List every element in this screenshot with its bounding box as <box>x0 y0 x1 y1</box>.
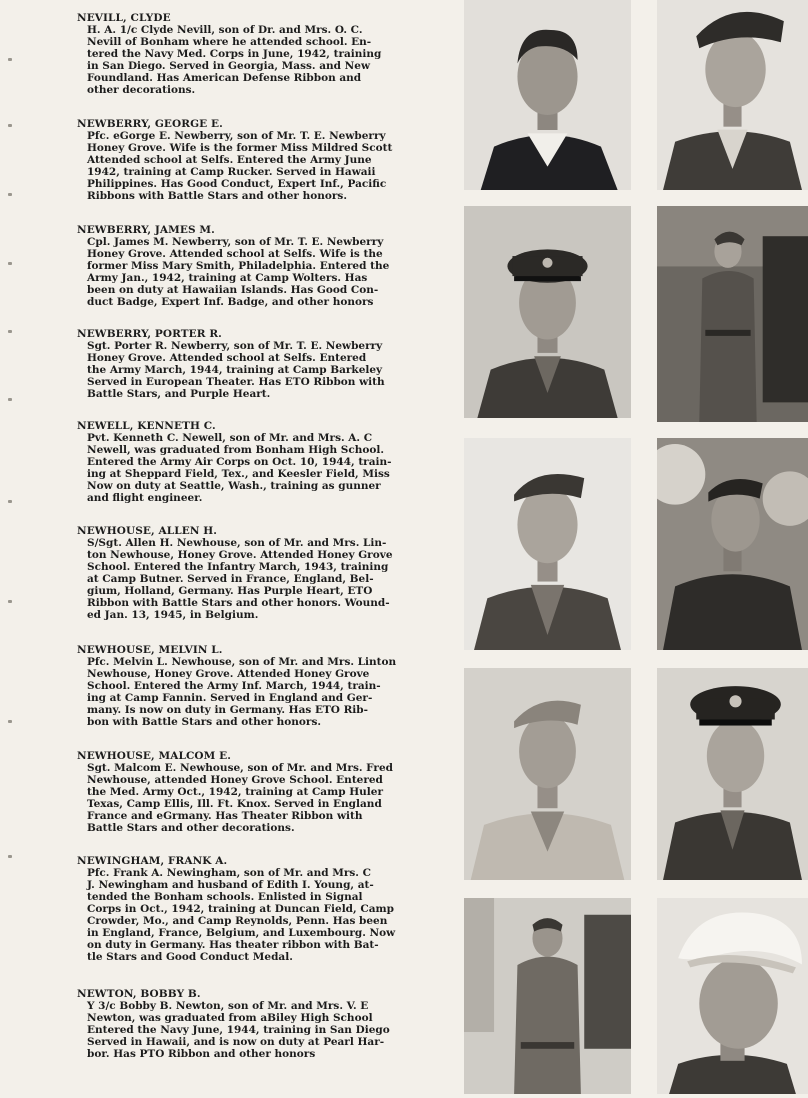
bio-line: many. Is now on duty in Germany. Has ETO Rib- <box>87 704 368 716</box>
soldier-name: NEVILL, CLYDE <box>77 12 171 24</box>
bio-line: the Army March, 1944, training at Camp Barkeley <box>87 364 383 376</box>
soldier-name: NEWBERRY, JAMES M. <box>77 224 215 236</box>
soldier-name: NEWBERRY, GEORGE E. <box>77 118 223 130</box>
soldier-bio <box>77 1000 429 1060</box>
binding-hole <box>8 500 12 503</box>
soldier-bio <box>77 24 429 96</box>
portrait-photo-service-cap <box>657 668 808 880</box>
portrait-photo-service-cap <box>464 206 631 418</box>
bio-line: School. Entered the Army Inf. March, 1944, train- <box>87 680 381 692</box>
bio-line: Nevill of Bonham where he attended school. En- <box>87 36 372 48</box>
bio-line: former Miss Mary Smith, Philadelphia. Entered the <box>87 260 390 272</box>
portrait-photo-garrison-cap <box>657 438 808 650</box>
bio-line: Honey Grove. Wife is the former Miss Mildred Scott <box>87 142 393 154</box>
bio-line: Crowder, Mo., and Camp Reynolds, Penn. Has been <box>87 915 388 927</box>
service-record <box>77 328 429 400</box>
bio-line: Corps in Oct., 1942, training at Duncan Field, Camp <box>87 903 394 915</box>
bio-line: at Camp Butner. Served in France, England, Bel- <box>87 573 374 585</box>
bio-line: Pfc. Melvin L. Newhouse, son of Mr. and Mrs. Linton <box>87 656 397 668</box>
service-record <box>77 224 429 308</box>
bio-line: France and eGrmany. Has Theater Ribbon with <box>87 810 363 822</box>
bio-line: Served in Hawaii, and is now on duty at Pearl Har- <box>87 1036 385 1048</box>
bio-line: Newhouse, attended Honey Grove School. Entered <box>87 774 383 786</box>
bio-line: duct Badge, Expert Inf. Badge, and other honors <box>87 296 374 308</box>
bio-line: Newton, was graduated from aBiley High School <box>87 1012 373 1024</box>
bio-line: Cpl. James M. Newberry, son of Mr. T. E. Newberry <box>87 236 384 248</box>
bio-line: bon with Battle Stars and other honors. <box>87 716 322 728</box>
bio-line: Pvt. Kenneth C. Newell, son of Mr. and Mrs. A. C <box>87 432 373 444</box>
portrait-photo-garrison-cap <box>657 0 808 190</box>
bio-line: S/Sgt. Allen H. Newhouse, son of Mr. and Mrs. Lin- <box>87 537 387 549</box>
bio-line: 1942, training at Camp Rucker. Served in Hawaii <box>87 166 376 178</box>
bio-line: Foundland. Has American Defense Ribbon and <box>87 72 362 84</box>
soldier-name: NEWHOUSE, ALLEN H. <box>77 525 218 537</box>
service-record <box>77 118 429 202</box>
bio-line: Sgt. Malcom E. Newhouse, son of Mr. and Mrs. Fred <box>87 762 393 774</box>
service-record <box>77 855 429 963</box>
bio-line: the Med. Army Oct., 1942, training at Camp Huler <box>87 786 383 798</box>
service-record <box>77 12 429 96</box>
bio-line: tle Stars and Good Conduct Medal. <box>87 951 293 963</box>
soldier-bio <box>77 340 429 400</box>
portrait-photo-standing <box>464 898 631 1094</box>
bio-line: Honey Grove. Attended school at Selfs. Wife is the <box>87 248 383 260</box>
soldier-bio <box>77 432 429 504</box>
bio-line: in England, France, Belgium, and Luxembourg. Now <box>87 927 396 939</box>
binding-hole <box>8 330 12 333</box>
service-record <box>77 525 429 621</box>
portrait-photo-sailor <box>657 898 808 1094</box>
service-record <box>77 988 429 1060</box>
binding-hole <box>8 720 12 723</box>
bio-line: tended the Bonham schools. Enlisted in Signal <box>87 891 363 903</box>
bio-line: ton Newhouse, Honey Grove. Attended Honey Grove <box>87 549 393 561</box>
portrait-photo-garrison-cap <box>464 668 631 880</box>
bio-line: Served in European Theater. Has ETO Ribbon with <box>87 376 385 388</box>
bio-line: Ribbon with Battle Stars and other honors. Wound- <box>87 597 390 609</box>
soldier-bio <box>77 236 429 308</box>
bio-line: Newhouse, Honey Grove. Attended Honey Grove <box>87 668 370 680</box>
bio-line: Newell, was graduated from Bonham High School. <box>87 444 385 456</box>
binding-hole <box>8 58 12 61</box>
bio-line: been on duty at Hawaiian Islands. Has Good Con- <box>87 284 379 296</box>
soldier-name: NEWHOUSE, MALCOM E. <box>77 750 232 762</box>
binding-hole <box>8 600 12 603</box>
service-record <box>77 750 429 834</box>
bio-line: Pfc. eGorge E. Newberry, son of Mr. T. E. Newberry <box>87 130 386 142</box>
portrait-photo-sailor <box>464 0 631 190</box>
bio-line: Attended school at Selfs. Entered the Army June <box>87 154 372 166</box>
bio-line: Philippines. Has Good Conduct, Expert Inf., Pacific <box>87 178 387 190</box>
bio-line: ing at Sheppard Field, Tex., and Keesler Field, Miss <box>87 468 390 480</box>
soldier-bio <box>77 656 429 728</box>
bio-line: on duty in Germany. Has theater ribbon with Bat- <box>87 939 379 951</box>
soldier-bio <box>77 762 429 834</box>
portrait-photo-garrison-cap <box>464 438 631 650</box>
bio-line: ed Jan. 13, 1945, in Belgium. <box>87 609 259 621</box>
binding-hole <box>8 124 12 127</box>
bio-line: tered the Navy Med. Corps in June, 1942, training <box>87 48 382 60</box>
bio-line: H. A. 1/c Clyde Nevill, son of Dr. and Mrs. O. C. <box>87 24 363 36</box>
binding-hole <box>8 855 12 858</box>
bio-line: Pfc. Frank A. Newingham, son of Mr. and Mrs. C <box>87 867 371 879</box>
soldier-name: NEWBERRY, PORTER R. <box>77 328 222 340</box>
binding-hole <box>8 398 12 401</box>
bio-line: gium, Holland, Germany. Has Purple Heart, ETO <box>87 585 373 597</box>
bio-line: bor. Has PTO Ribbon and other honors <box>87 1048 316 1060</box>
bio-line: and flight engineer. <box>87 492 203 504</box>
service-record <box>77 644 429 728</box>
soldier-name: NEWTON, BOBBY B. <box>77 988 201 1000</box>
bio-line: Texas, Camp Ellis, Ill. Ft. Knox. Served in England <box>87 798 382 810</box>
bio-line: Army Jan., 1942, training at Camp Wolters. Has <box>87 272 368 284</box>
bio-line: other decorations. <box>87 84 196 96</box>
bio-line: Battle Stars, and Purple Heart. <box>87 388 271 400</box>
bio-line: School. Entered the Infantry March, 1943, training <box>87 561 389 573</box>
bio-line: ing at Camp Fannin. Served in England and Ger- <box>87 692 373 704</box>
service-record <box>77 420 429 504</box>
bio-line: Entered the Navy June, 1944, training in San Diego <box>87 1024 390 1036</box>
bio-line: Sgt. Porter R. Newberry, son of Mr. T. E. Newberry <box>87 340 383 352</box>
bio-line: Now on duty at Seattle, Wash., training as gunner <box>87 480 381 492</box>
binding-hole <box>8 262 12 265</box>
bio-line: Honey Grove. Attended school at Selfs. Entered <box>87 352 367 364</box>
soldier-name: NEWELL, KENNETH C. <box>77 420 216 432</box>
soldier-bio <box>77 867 429 963</box>
bio-line: in San Diego. Served in Georgia, Mass. and New <box>87 60 370 72</box>
bio-line: Y 3/c Bobby B. Newton, son of Mr. and Mrs. V. E <box>87 1000 369 1012</box>
soldier-bio <box>77 537 429 621</box>
bio-line: Battle Stars and other decorations. <box>87 822 295 834</box>
binding-hole <box>8 193 12 196</box>
portrait-photo-standing <box>657 206 808 422</box>
bio-line: Entered the Army Air Corps on Oct. 10, 1944, train- <box>87 456 392 468</box>
soldier-bio <box>77 130 429 202</box>
bio-line: J. Newingham and husband of Edith I. Young, at- <box>87 879 374 891</box>
bio-line: Ribbons with Battle Stars and other honors. <box>87 190 347 202</box>
soldier-name: NEWINGHAM, FRANK A. <box>77 855 228 867</box>
soldier-name: NEWHOUSE, MELVIN L. <box>77 644 223 656</box>
